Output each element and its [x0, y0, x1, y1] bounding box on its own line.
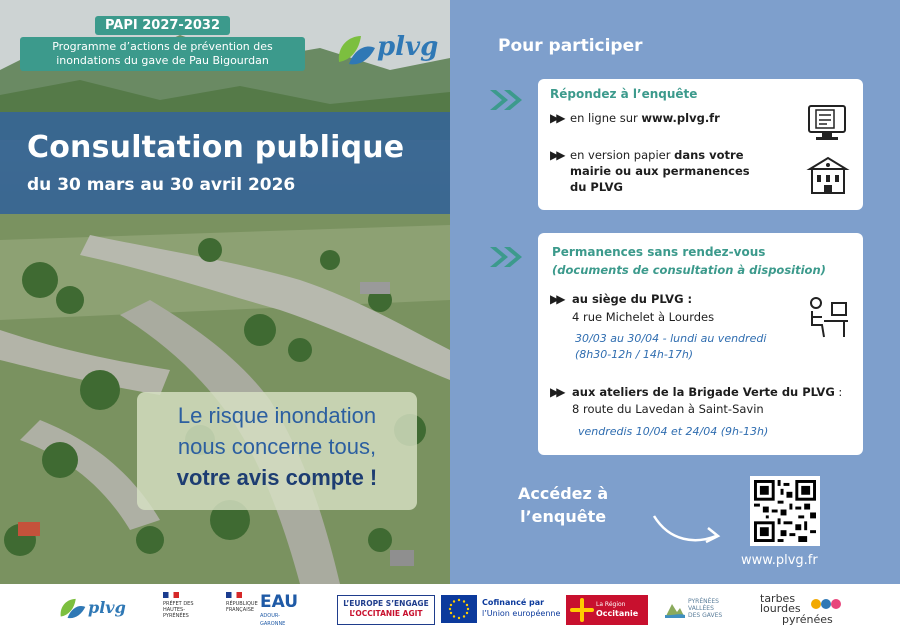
survey-online — [570, 110, 720, 126]
access-line-1: Accédez à — [518, 484, 609, 503]
prefet-text: PRÉFET DES HAUTES-PYRÉNÉES — [163, 601, 194, 619]
survey-online-prefix: en ligne sur — [570, 111, 642, 125]
region-line-2: Occitanie — [596, 609, 639, 618]
participation-panel — [450, 0, 900, 584]
permanences-card — [538, 233, 863, 455]
double-chevron-icon — [488, 245, 528, 269]
papi-subtitle-line1: Programme d’actions de prévention des — [52, 40, 273, 53]
republique-logo — [226, 592, 261, 630]
region-occitanie-logo — [566, 595, 648, 625]
survey-title: Répondez à l’enquête — [550, 87, 698, 101]
plvg-logo — [335, 28, 443, 72]
access-line-2: l’enquête — [520, 507, 607, 526]
pyrenees-vallees-logo — [664, 592, 734, 630]
place2-name — [572, 384, 857, 400]
qr-code-icon — [754, 480, 816, 542]
survey-paper-bold-3: du PLVG — [570, 180, 623, 194]
colored-dots-icon — [810, 597, 844, 611]
survey-paper-bold-1: dans votre — [674, 148, 744, 162]
survey-card — [538, 79, 863, 210]
place1-address: 4 rue Michelet à Lourdes — [572, 310, 715, 324]
prefet-logo — [163, 592, 208, 630]
place1-dates: 30/03 au 30/04 - lundi au vendredi — [575, 332, 767, 345]
survey-online-link[interactable]: www.plvg.fr — [641, 111, 720, 125]
eau-logo — [260, 592, 300, 630]
risk-line-2: nous concerne tous, — [177, 434, 377, 459]
place1-name — [572, 291, 692, 307]
consultation-dates: du 30 mars au 30 avril 2026 — [27, 175, 296, 195]
leaf-icon — [58, 592, 88, 622]
papi-title: PAPI 2027-2032 — [95, 16, 230, 35]
pyrenees-text — [688, 598, 722, 619]
risk-line-3: votre avis compte ! — [176, 465, 378, 490]
papi-subtitle — [20, 37, 305, 71]
arrow-icon: ▶▶ — [550, 385, 563, 399]
town-hall-icon — [806, 153, 850, 197]
place2-name-text: aux ateliers de la Brigade Verte du PLVG — [572, 385, 835, 399]
access-survey-text — [518, 482, 608, 528]
papi-subtitle-line2: inondations du gave de Pau Bigourdan — [56, 54, 269, 67]
tarbes-lourdes-logo — [760, 592, 870, 630]
permanences-subtitle: (documents de consultation à disposition) — [552, 263, 826, 277]
europe-line-1: L’EUROPE S’ENGAGE — [343, 599, 429, 608]
place2-address: 8 route du Lavedan à Saint-Savin — [572, 402, 764, 416]
arrow-icon: ▶▶ — [550, 111, 563, 125]
arrow-icon: ▶▶ — [550, 148, 563, 162]
europe-line-2: L’OCCITANIE AGIT — [349, 609, 423, 618]
survey-paper-bold-2: mairie ou aux permanences — [570, 164, 750, 178]
mountain-icon — [664, 598, 686, 620]
survey-paper — [570, 147, 760, 195]
eu-flag-icon — [441, 595, 477, 623]
place2-dates: vendredis 10/04 et 24/04 (9h-13h) — [578, 425, 769, 438]
qr-url[interactable]: www.plvg.fr — [741, 553, 818, 568]
permanences-title: Permanences sans rendez-vous — [552, 245, 766, 259]
place1-hours: (8h30-12h / 14h-17h) — [575, 348, 694, 361]
eau-text: EAU — [260, 592, 299, 612]
french-flag-icon — [163, 592, 179, 598]
footer-plvg-text: plvg — [88, 598, 126, 617]
tarbes-line-1: tarbes — [760, 592, 796, 605]
leaf-icon — [335, 28, 379, 68]
cofinance-line-2: l’Union européenne — [482, 609, 561, 618]
cofinance-line-1: Cofinancé par — [482, 598, 545, 607]
papi-header — [20, 14, 305, 71]
partner-logos-footer — [0, 584, 900, 637]
europe-occitanie-logo — [337, 595, 435, 625]
pyrenees-line-3: DES GAVES — [688, 612, 723, 619]
pyrenees-line-2: VALLÉES — [688, 605, 714, 612]
arrow-icon: ▶▶ — [550, 292, 563, 306]
computer-form-icon — [806, 103, 850, 143]
page-title: Consultation publique — [27, 130, 405, 165]
cofinance-text — [482, 597, 562, 635]
pyrenees-line-1: PYRÉNÉES — [688, 598, 719, 605]
survey-paper-prefix: en version papier — [570, 148, 675, 162]
place2-colon: : — [834, 385, 843, 399]
risk-message-box — [137, 392, 417, 510]
curved-arrow-icon — [650, 508, 725, 548]
qr-code[interactable] — [750, 476, 820, 546]
occitan-cross-icon — [570, 598, 594, 622]
participate-heading: Pour participer — [498, 36, 643, 56]
tarbes-line-3: pyrénées — [782, 613, 833, 626]
eau-sub: ADOUR-GARONNE — [260, 613, 286, 627]
risk-line-1: Le risque inondation — [177, 403, 377, 428]
eu-stars-icon — [441, 595, 477, 623]
french-flag-icon — [226, 592, 242, 598]
plvg-logo-text: plvg — [377, 32, 439, 62]
place1-name-text: au siège du PLVG : — [572, 292, 693, 306]
footer-plvg-logo — [58, 592, 133, 630]
double-chevron-icon — [488, 88, 528, 112]
region-line-1: La Région — [596, 601, 626, 608]
tarbes-line-2: lourdes — [760, 602, 801, 615]
republique-text: RÉPUBLIQUE FRANÇAISE — [226, 601, 258, 613]
person-at-desk-icon — [806, 295, 850, 339]
